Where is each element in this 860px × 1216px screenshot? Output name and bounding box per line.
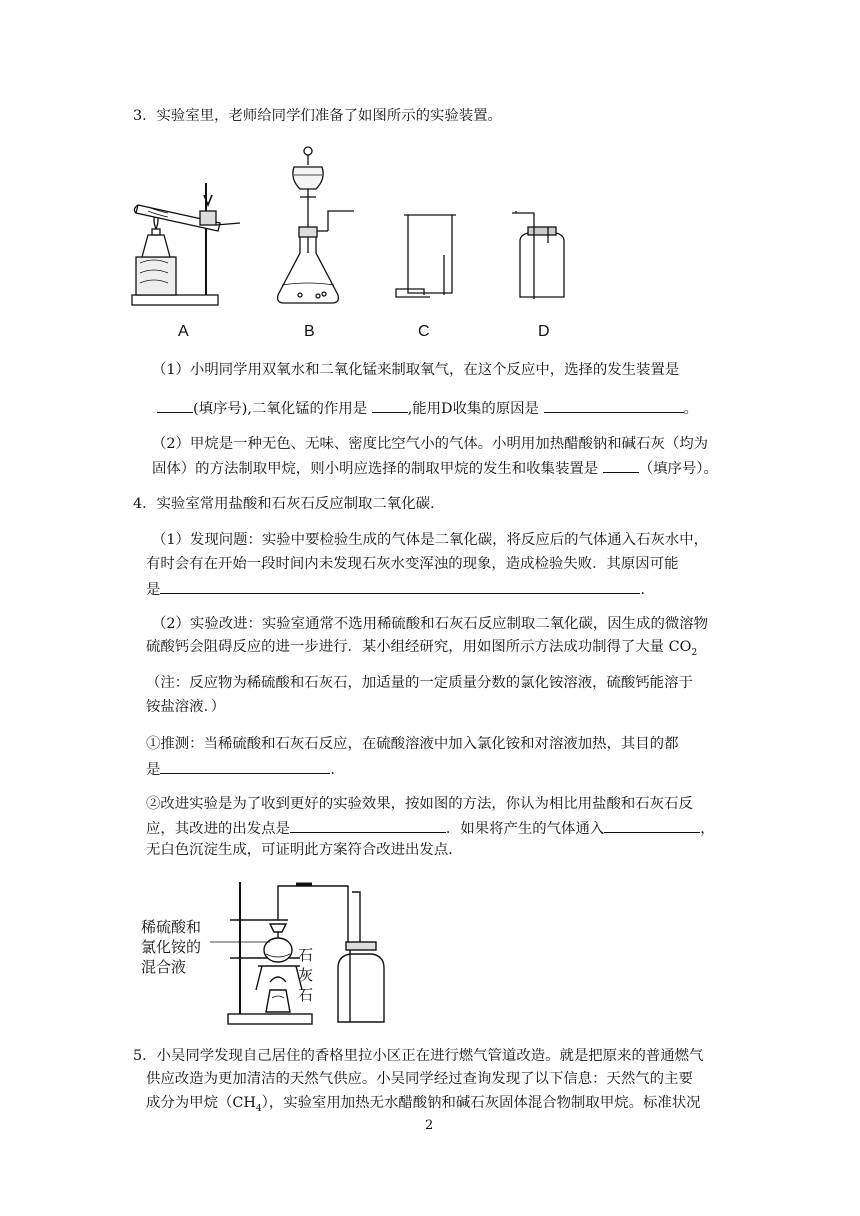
q4-c1-line1: ①推测：当稀硫酸和石灰石反应，在硫酸溶液中加入氯化铵和对溶液加热，其目的都 [146,736,679,752]
q4-c1-line2: 是 . [146,758,335,780]
q3-part1-line1: （1）小明同学用双氧水和二氧化锰来制取氧气，在这个反应中，选择的发生装置是 [152,362,680,378]
q3-part1-line2: (填序号),二氧化锰的作用是 ,能用D收集的原因是 。 [157,397,698,419]
q4-part2-line1: （2）实验改进：实验室通常不选用稀硫酸和石灰石反应制取二氧化碳，因生成的微溶物 [152,616,709,632]
q4-c2-line2: 应，其改进的出发点是 ．如果将产生的气体通入 ， [146,817,715,839]
q3-part2-line2: 固体）的方法制取甲烷，则小明应选择的制取甲烷的发生和收集装置是 （填序号）。 [152,457,718,479]
apparatus-d-icon [512,211,564,299]
co2-apparatus-figure [210,872,410,1032]
q5-line1: 5．小吴同学发现自己居住的香格里拉小区正在进行燃气管道改造。就是把原来的普通燃气 [133,1048,704,1064]
figure-label-mixture-line2: 氯化铵的 [141,938,202,956]
answer-blank[interactable] [544,397,684,413]
answer-blank[interactable] [160,578,640,594]
apparatus-b-icon [278,147,354,303]
q3-part2-line1: （2）甲烷是一种无色、无味、密度比空气小的气体。小明用加热醋酸钠和碱石灰（均为 [152,436,709,452]
figure-label-c: C [418,323,430,340]
answer-blank[interactable] [604,817,700,833]
figure-label-mixture-line1: 稀硫酸和 [141,918,202,936]
q5-line3: 成分为甲烷$(CH_4)$，实验室用加热无水醋酸钠和碱石灰固体混合物制取甲烷。标准状况 [146,1095,701,1114]
figure-label-limestone-2: 灰 [298,966,314,984]
page-number: 2 [425,1118,434,1133]
q3-stem: 3．实验室里，老师给同学们准备了如图所示的实验装置。 [133,108,502,124]
q4-c2-line1: ②改进实验是为了收到更好的实验效果，按如图的方法，你认为相比用盐酸和石灰石反 [146,796,693,812]
q4-part1-line1: （1）发现问题：实验中要检验生成的气体是二氧化碳，将反应后的气体通入石灰水中， [152,532,709,548]
q5-line2: 供应改造为更加清洁的天然气供应。小吴同学经过查询发现了以下信息：天然气的主要 [146,1071,693,1087]
apparatus-a-icon [132,183,240,305]
q4-part1-line3: 是 . [146,578,645,600]
q4-part1-line2: 有时会有在开始一段时间内未发现石灰水变浑浊的现象，造成检验失败．其原因可能 [146,556,679,572]
q4-part2-line2: 硫酸钙会阻碍反应的进一步进行．某小组经研究，用如图所示方法成功制得了大量 $CO_2$ [146,639,698,658]
figure-label-mixture-line3: 混合液 [141,958,187,976]
figure-label-d: D [538,323,550,340]
apparatus-c-icon [396,215,456,297]
q4-stem: 4．实验室常用盐酸和石灰石反应制取二氧化碳. [133,496,435,512]
answer-blank[interactable] [290,817,446,833]
figure-label-limestone-1: 石 [298,946,314,964]
answer-blank[interactable] [372,397,408,413]
answer-blank[interactable] [157,397,193,413]
figure-label-b: B [304,323,315,340]
q4-note-line2: 铵盐溶液．） [146,699,226,715]
answer-blank[interactable] [603,457,639,473]
apparatus-figure-abcd [128,145,598,345]
q4-note-line1: （注：反应物为稀硫酸和石灰石，加适量的一定质量分数的氯化铵溶液，硫酸钙能溶于 [146,675,693,691]
answer-blank[interactable] [160,758,330,774]
figure-label-limestone-3: 石 [298,986,314,1004]
figure-label-a: A [178,323,189,340]
q4-c2-line3: 无白色沉淀生成，可证明此方案符合改进出发点. [146,842,453,858]
